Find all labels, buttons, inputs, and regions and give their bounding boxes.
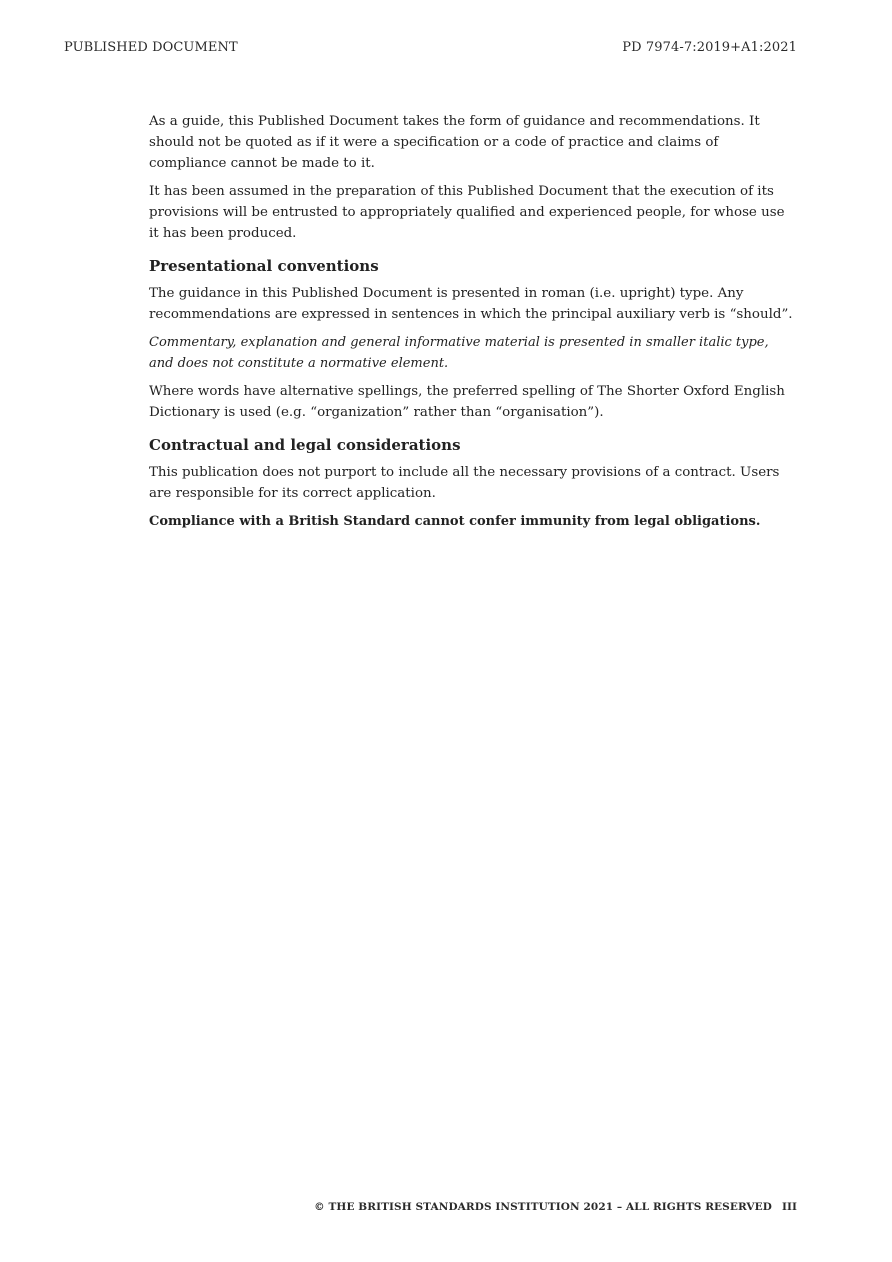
- roman-type-paragraph: The guidance in this Published Document is presented in roman (i.e. upright) type. Any recommendations are expressed in sentences in which the principal auxiliary verb is “should”.: [149, 286, 793, 322]
- section-heading-presentational-conventions: Presentational conventions: [149, 257, 379, 275]
- document-reference: PD 7974-7:2019+A1:2021: [622, 40, 797, 55]
- section-heading-contractual-legal: Contractual and legal considerations: [149, 436, 461, 454]
- contract-paragraph: This publication does not purport to include all the necessary provisions of a contract. Users are responsible for its correct application.: [149, 465, 780, 501]
- compliance-statement: Compliance with a British Standard cannot confer immunity from legal obligations.: [149, 514, 761, 529]
- commentary-paragraph: Commentary, explanation and general informative material is presented in smaller italic type, and does not constitute a normative element.: [149, 335, 769, 371]
- running-header: [64, 40, 797, 60]
- guidance-paragraph: As a guide, this Published Document takes the form of guidance and recommendations. It should not be quoted as if it were a specification or a code of practice and claims of compliance cannot be made to it.: [149, 114, 760, 171]
- document-type-label: PUBLISHED DOCUMENT: [64, 40, 238, 55]
- page-footer: [314, 1201, 797, 1213]
- assumption-paragraph: It has been assumed in the preparation of this Published Document that the execution of its provisions will be entrusted to appropriately qualified and experienced people, for whose use it has been produced.: [149, 184, 785, 241]
- document-body: [149, 111, 797, 539]
- copyright-notice: © THE BRITISH STANDARDS INSTITUTION 2021 – ALL RIGHTS RESERVED: [314, 1201, 772, 1213]
- spelling-paragraph: Where words have alternative spellings, the preferred spelling of The Shorter Oxford English Dictionary is used (e.g. “organization” rather than “organisation”).: [149, 384, 785, 420]
- page-number: III: [781, 1201, 797, 1213]
